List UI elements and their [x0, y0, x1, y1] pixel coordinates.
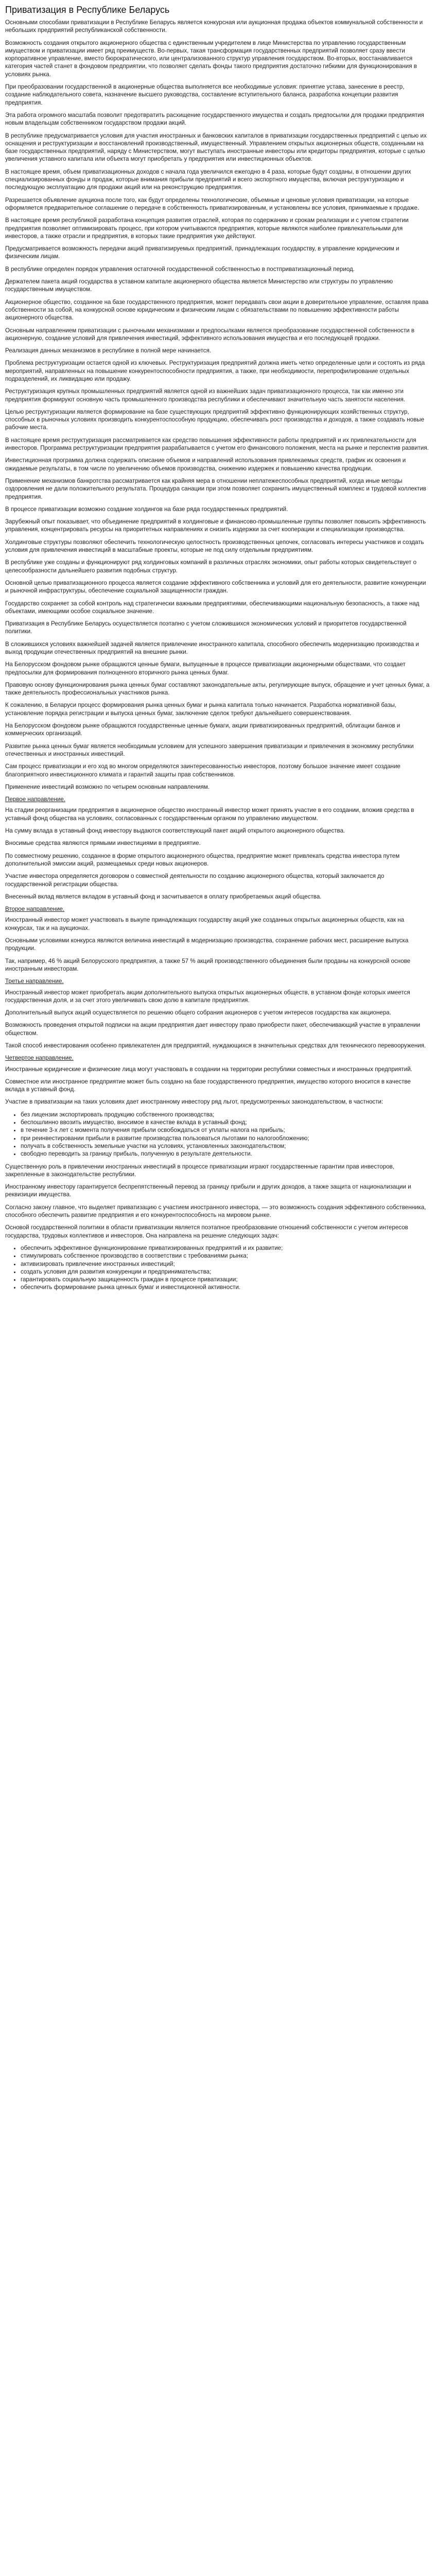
paragraph: В республике уже созданы и функционируют ряд холдинговых компаний в различных отраслях экономики, опыт работы которых свидетельствует о целесообразности дальнейшего развития подобных структур.	[5, 559, 417, 574]
paragraph: Существенную роль в привлечении иностранных инвестиций в процессе приватизации играют государственные гарантии прав инвесторов, закрепленные в законодательстве республики.	[5, 1163, 395, 1178]
list-item: • обеспечить формирование рынка ценных бумаг и инвестиционной активности.	[21, 1283, 431, 1291]
paragraph: Инвестиционная программа должна содержать описание объемов и направлений использования привлекаемых средств, график их освоения и ожидаемые результаты, в том числе по увеличению объемов производства, снижению издержек и повышению качества продукции.	[5, 457, 406, 472]
bullet-list	[5, 1111, 431, 1158]
page-title: Приватизация в Республике Беларусь	[5, 5, 170, 15]
list-item: • получать в собственность земельные участки на условиях, установленных законодательством;	[21, 1142, 431, 1150]
section-heading: Первое направление.	[5, 796, 66, 803]
paragraph: Зарубежный опыт показывает, что объединение предприятий в холдинговые и финансово-промышленные группы позволяет повысить эффективность управления, концентрировать ресурсы на приоритетных направлениях и снизить издержки за счет кооперации и специализации производства.	[5, 518, 426, 533]
list-item: • свободно переводить за границу прибыль, полученную в результате деятельности.	[21, 1150, 431, 1158]
paragraph: Целью реструктуризации является формирование на базе существующих предприятий эффективно функционирующих хозяйственных структур, способных в рыночных условиях производить конкурентоспособную продукцию, обеспечивать рост производства и доходов, а также создавать новые рабочие места.	[5, 408, 425, 431]
paragraph: Приватизация в Республике Беларусь осуществляется поэтапно с учетом сложившихся экономических условий и приоритетов государственной политики.	[5, 620, 407, 635]
paragraph: В настоящее время, объем приватизационных доходов с начала года увеличился ежегодно в 4 раза, которые будут созданы, в отношении других специализированных фонды и продаж, которые внимания прибыли предприятий и всего экспортного имущества, включая реструктуризацию и последующую эксплуатацию для продажи акций или на реконструкцию предприятия.	[5, 168, 411, 191]
paragraph: На сумму вклада в уставный фонд инвестору выдаются соответствующий пакет акций открытого акционерного общества.	[5, 827, 345, 835]
paragraph: К сожалению, в Беларуси процесс формирования рынка ценных бумаг и рынка капитала только начинается. Разработка нормативной базы, установление порядка регистрации и выпуска ценных бумаг, заключение сделок требуют дальнейшего совершенствования.	[5, 702, 396, 717]
paragraph: Держателем пакета акций государства в уставном капитале акционерного общества является Министерство или структуры по управлению государственным имуществом.	[5, 278, 393, 293]
paragraph: Разрешается объявление аукциона после того, как будут определены технологические, объемные и ценовые условия приватизации, на которые оформляется предварительное соглашение о передаче в собственность приватизированным, и установлены все условия, принимаемые к продаже.	[5, 196, 420, 211]
paragraph: Так, например, 46 % акций Белорусского предприятия, а также 57 % акций производственного объединения были проданы на конкурсной основе иностранным инвесторам.	[5, 957, 411, 972]
paragraph: В республике предусматривается условия для участия иностранных и банковских капиталов в приватизации государственных предприятий с целью их оснащения и реструктуризации и восстановлений производственный, имущественный. Управлением открытых акционерных обществ, созданными на базе государственных предприятий, наряду с Министерством, могут выступать иностранные инвесторы или кредиторы предприятия, которые с целью увеличения уставного капитала или объекта могут приобретать у предприятия или инвестиционных объектов.	[5, 132, 427, 163]
list-item: • гарантировать социальную защищенность граждан в процессе приватизации;	[21, 1276, 431, 1283]
section-heading: Третье направление.	[5, 978, 64, 985]
list-item: • при реинвестировании прибыли в развитие производства пользоваться льготами по налогообложению;	[21, 1134, 431, 1142]
paragraph: Иностранный инвестор может участвовать в выкупе принадлежащих государству акций уже созданных открытых акционерных обществ, как на конкурсах, так и на аукционах.	[5, 917, 405, 931]
paragraph: Иностранные юридические и физические лица могут участвовать в создании на территории республики совместных и иностранных предприятий.	[5, 1065, 412, 1073]
paragraph: Применение механизмов банкротства рассматривается как крайняя мера в отношении неплатежеспособных предприятий, когда иные методы оздоровления не дали положительного результата. Процедура санации при этом позволяет сохранить имущественный комплекс и трудовой коллектив предприятия.	[5, 477, 426, 500]
paragraph: Возможность создания открытого акционерного общества с единственным учредителем в лице Министерства по управлению государственным имуществом и приватизации имеет ряд преимуществ. Во-первых, такая трансформация государственных предприятий позволяет сразу ввести корпоративное управление, вместо бюрократического, или централизованного структур управления государством. Во-вторых, восстанавливается категория частей станет в фондовом предприятии, что позволяет сделать фонды такого предприятия достаточно гибкими для функционирования в условиях рынка.	[5, 39, 417, 78]
paragraph: На стадии реорганизации предприятия в акционерное общество иностранный инвестор может принять участие в его создании, вложив средства в уставный фонд общества на условиях, согласованных с государственным органом по управлению имуществом.	[5, 807, 414, 822]
paragraph: На Белорусском фондовом рынке обращаются ценные бумаги, выпущенные в процессе приватизации акционерными обществами, что создает предпосылки для формирования полноценного вторичного рынка ценных бумаг.	[5, 661, 406, 676]
paragraph: Совместное или иностранное предприятие может быть создано на базе государственного предприятия, имущество которого вносится в качестве вклада в уставный фонд.	[5, 1078, 411, 1093]
section-heading: Второе направление.	[5, 906, 65, 913]
list-item: • активизировать привлечение иностранных инвестиций;	[21, 1260, 431, 1268]
paragraph: Иностранный инвестор может приобретать акции дополнительного выпуска открытых акционерных обществ, в уставном фонде которых имеется государственная доля, и за счет этого увеличивать свою долю в капитале предприятия.	[5, 989, 410, 1004]
paragraph: Основными условиями конкурса являются величина инвестиций в модернизацию производства, сохранение рабочих мест, расширение выпуска продукции.	[5, 937, 409, 952]
paragraph: Возможность проведения открытой подписки на акции предприятия дает инвестору право приобрести пакет, обеспечивающий участие в управлении обществом.	[5, 1022, 421, 1037]
paragraph: Иностранному инвестору гарантируется беспрепятственный перевод за границу прибыли и других доходов, а также защита от национализации и реквизиции имущества.	[5, 1183, 411, 1198]
paragraph: Внесенный вклад является вкладом в уставный фонд и засчитывается в оплату приобретаемых акций общества.	[5, 893, 322, 900]
paragraph: Сам процесс приватизации и его ход во многом определяются заинтересованностью инвесторов, поэтому большое значение имеет создание благоприятного инвестиционного климата и гарантий защиты прав собственников.	[5, 763, 400, 778]
paragraph: Акционерное общество, созданное на базе государственного предприятия, может передавать свои акции в доверительное управление, оставляя права собственности за собой, на конкурсной основе юридическим и физическим лицам с обязательствами по повышению эффективности работы акционерного общества.	[5, 298, 429, 321]
paragraph: В процессе приватизации возможно создание холдингов на базе ряда государственных предприятий.	[5, 505, 288, 513]
paragraph: Основой государственной политики в области приватизации является поэтапное преобразование отношений собственности с учетом интересов государства, трудовых коллективов и инвесторов. Она направлена на решение следующих задач:	[5, 1224, 408, 1239]
paragraph: Основным направлением приватизации с рыночными механизмами и предпосылками является преобразование государственной собственности в акционерную, создание условий для привлечения инвестиций, эффективного использования имущества и его последующей продажи.	[5, 327, 414, 342]
paragraph: Вносимые средства являются прямыми инвестициями в предприятие.	[5, 840, 201, 847]
paragraph: Согласно закону главное, что выделяет приватизацию с участием иностранного инвестора, — это возможность создания эффективного собственника, способного обеспечить развитие предприятия и его конкурентоспособность на мировом рынке.	[5, 1204, 426, 1219]
list-item: • стимулировать собственное производство в соответствии с требованиями рынка;	[21, 1252, 431, 1260]
paragraph: Предусматривается возможность передачи акций приватизируемых предприятий, принадлежащих государству, в управление юридическим и физическим лицам.	[5, 245, 399, 260]
paragraph: Дополнительный выпуск акций осуществляется по решению общего собрания акционеров с учетом интересов государства как акционера.	[5, 1009, 391, 1016]
paragraph: Основной целью приватизационного процесса является создание эффективного собственника и условий для его деятельности, развитие конкуренции и рыночной инфраструктуры, обеспечение социальной защищенности граждан.	[5, 579, 426, 595]
paragraph: В настоящее время республикой разработана концепция развития отраслей, которая по содержанию и срокам реализации и с учетом стратегии предприятия позволяет оптимизировать процесс, при котором учитываются предприятия, которые являются наиболее привлекательными для инвесторов, а также отрасли и предприятия, в которых такие предприятия уже действуют.	[5, 217, 409, 240]
paragraph: На Белорусском фондовом рынке обращаются государственные ценные бумаги, акции приватизированных предприятий, облигации банков и коммерческих организаций.	[5, 722, 400, 737]
paragraph: Проблема реструктуризации остается одной из ключевых. Реструктуризация предприятий должна иметь четко определенные цели и состоять из ряда мероприятий, направленных на повышение конкурентоспособности предприятия, а также, при необходимости, перепрофилирование отдельных подразделений, их ликвидацию или продажу.	[5, 360, 425, 382]
paragraph: Эта работа огромного масштаба позволит предотвратить расхищение государственного имущества и создать предпосылки для продажи предприятия новым владельцам собственником государством продажи акций.	[5, 111, 424, 127]
paragraph: Правовую основу функционирования рынка ценных бумаг составляют законодательные акты, регулирующие выпуск, обращение и учет ценных бумаг, а также деятельность профессиональных участников рынка.	[5, 681, 430, 697]
list-item: • обеспечить эффективное функционирование приватизированных предприятий и их развитие;	[21, 1244, 431, 1252]
paragraph: Основными способами приватизации в Республике Беларусь является конкурсная или аукционная продажа объектов коммунальной собственности и небольших предприятий республиканской собственности.	[5, 19, 423, 34]
article-body	[5, 19, 431, 1292]
paragraph: Применение инвестиций возможно по четырем основным направлениям.	[5, 783, 210, 790]
paragraph: Участие инвестора определяется договором о совместной деятельности по созданию акционерного общества, который заключается до государственной регистрации общества.	[5, 873, 385, 888]
paragraph: Такой способ инвестирования особенно привлекателен для предприятий, нуждающихся в значительных средствах для технического перевооружения.	[5, 1042, 426, 1049]
paragraph: Развитие рынка ценных бумаг является необходимым условием для успешного завершения приватизации и привлечения в экономику республики отечественных и иностранных инвестиций.	[5, 742, 414, 757]
list-item: • создать условия для развития конкуренции и предпринимательства;	[21, 1268, 431, 1276]
paragraph: В сложившихся условиях важнейшей задачей является привлечение иностранного капитала, способного обеспечить модернизацию производства и выход продукции отечественных предприятий на внешние рынки.	[5, 640, 419, 655]
paragraph: Государство сохраняет за собой контроль над стратегически важными предприятиями, обеспечивающими национальную безопасность, а также над объектами, имеющими особое социальное значение.	[5, 600, 420, 615]
list-item: • в течение 3-х лет с момента получения прибыли освобождаться от уплаты налога на прибыль;	[21, 1126, 431, 1134]
paragraph: Реструктуризация крупных промышленных предприятий является одной из важнейших задач приватизационного процесса, так как именно эти предприятия формируют основную часть промышленного производства республики и обеспечивают значительную часть занятости населения.	[5, 388, 406, 403]
paragraph: Реализация данных механизмов в республике в полной мере начинается.	[5, 347, 212, 354]
paragraph: По совместному решению, созданное в форме открытого акционерного общества, предприятие может привлекать средства инвестора путем дополнительной эмиссии акций, размещаемых среди новых акционеров.	[5, 852, 400, 867]
paragraph: В республике определен порядок управления остаточной государственной собственностью в постприватизационный период.	[5, 265, 355, 273]
bullet-list	[5, 1244, 431, 1292]
paragraph: Участие в приватизации на таких условиях дает иностранному инвестору ряд льгот, предусмотренных законодательством, в частности:	[5, 1098, 383, 1106]
section-heading: Четвертое направление.	[5, 1055, 74, 1062]
list-item: • беспошлинно ввозить имущество, вносимое в качестве вклада в уставный фонд;	[21, 1118, 431, 1126]
paragraph: Холдинговые структуры позволяют обеспечить технологическую целостность производственных цепочек, согласовать интересы участников и создать условия для привлечения инвестиций в масштабные проекты, которые не под силу отдельным предприятиям.	[5, 538, 424, 554]
paragraph: При преобразовании государственной в акционерные общества выполняется все необходимые условия: принятие устава, занесение в реестр, создание наблюдательного совета, назначение высшего руководства, составление вступительного баланса, разработка концепции развития предприятия.	[5, 83, 405, 106]
paragraph: В настоящее время реструктуризация рассматривается как средство повышения эффективности работы предприятий и их привлекательности для инвесторов. Программа реструктуризации предприятия разрабатывается с учетом его финансового положения, места на рынке и перспектив развития.	[5, 436, 429, 452]
list-item: • без лицензии экспортировать продукцию собственного производства;	[21, 1111, 431, 1118]
